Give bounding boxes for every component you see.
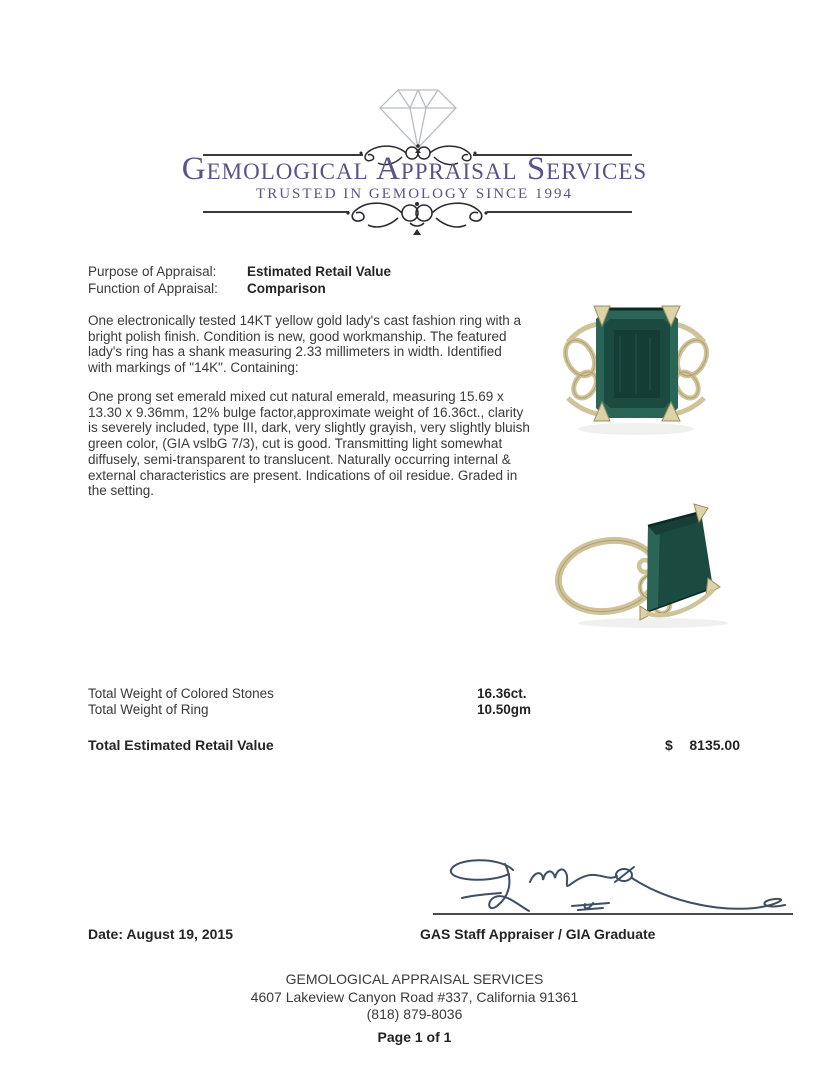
header-rule-bottom-right [487,211,632,213]
function-value: Comparison [247,281,326,296]
flourish-divider-bottom [344,196,490,238]
retail-value-amount: 8135.00 [689,737,740,753]
header-rule-bottom-left [203,211,349,213]
appraiser-title-label: GAS Staff Appraiser / GIA Graduate [420,926,656,942]
ring-photo-side-view [548,492,760,632]
currency-symbol: $ [665,737,673,753]
page-number: Page 1 of 1 [377,1028,452,1045]
footer [0,971,829,1046]
function-label: Function of Appraisal: [88,281,218,296]
stones-weight-value: 16.36ct. [477,686,527,701]
ring-weight-label: Total Weight of Ring [88,702,209,717]
footer-phone: (818) 879-8036 [366,1006,463,1022]
stone-description-paragraph: One prong set emerald mixed cut natural emerald, measuring 15.69 x 13.30 x 9.36mm, 12% bulge factor,approximate weight of 16.36ct., clarity is severely included, type III, dark, very slightly grayish, very slightly bluish green color, (GIA vslbG 7/3), cut is good. Transmitting light somewhat diffusely, semi-transparent to translucent. Naturally occurring internal & external characteristics are present. Indications of oil residue. Graded in the setting. [88,389,530,499]
date-label: Date: August 19, 2015 [88,926,233,942]
ring-photo-top-view [556,286,716,438]
signature-line [433,913,793,915]
item-description-paragraph: One electronically tested 14KT yellow gold lady's cast fashion ring with a bright polish finish. Condition is new, good workmanship. The featured lady's ring has a shank measuring 2.33 millimeters in width. Identified with markings of "14K". Containing: [88,313,522,376]
stones-weight-label: Total Weight of Colored Stones [88,686,274,701]
purpose-label: Purpose of Appraisal: [88,264,217,279]
footer-company: GEMOLOGICAL APPRAISAL SERVICES [285,971,544,987]
purpose-row [88,263,391,280]
signature-ink [435,852,795,916]
brand-title: Gemological Appraisal Services [181,151,648,187]
function-row [88,280,391,297]
purpose-value: Estimated Retail Value [247,264,392,279]
retail-value-label: Total Estimated Retail Value [88,737,274,753]
brand-tagline: TRUSTED IN GEMOLOGY SINCE 1994 [256,186,573,202]
appraisal-info [88,263,391,297]
footer-address: 4607 Lakeview Canyon Road #337, California 91361 [250,988,579,1005]
ring-weight-value: 10.50gm [477,702,532,717]
